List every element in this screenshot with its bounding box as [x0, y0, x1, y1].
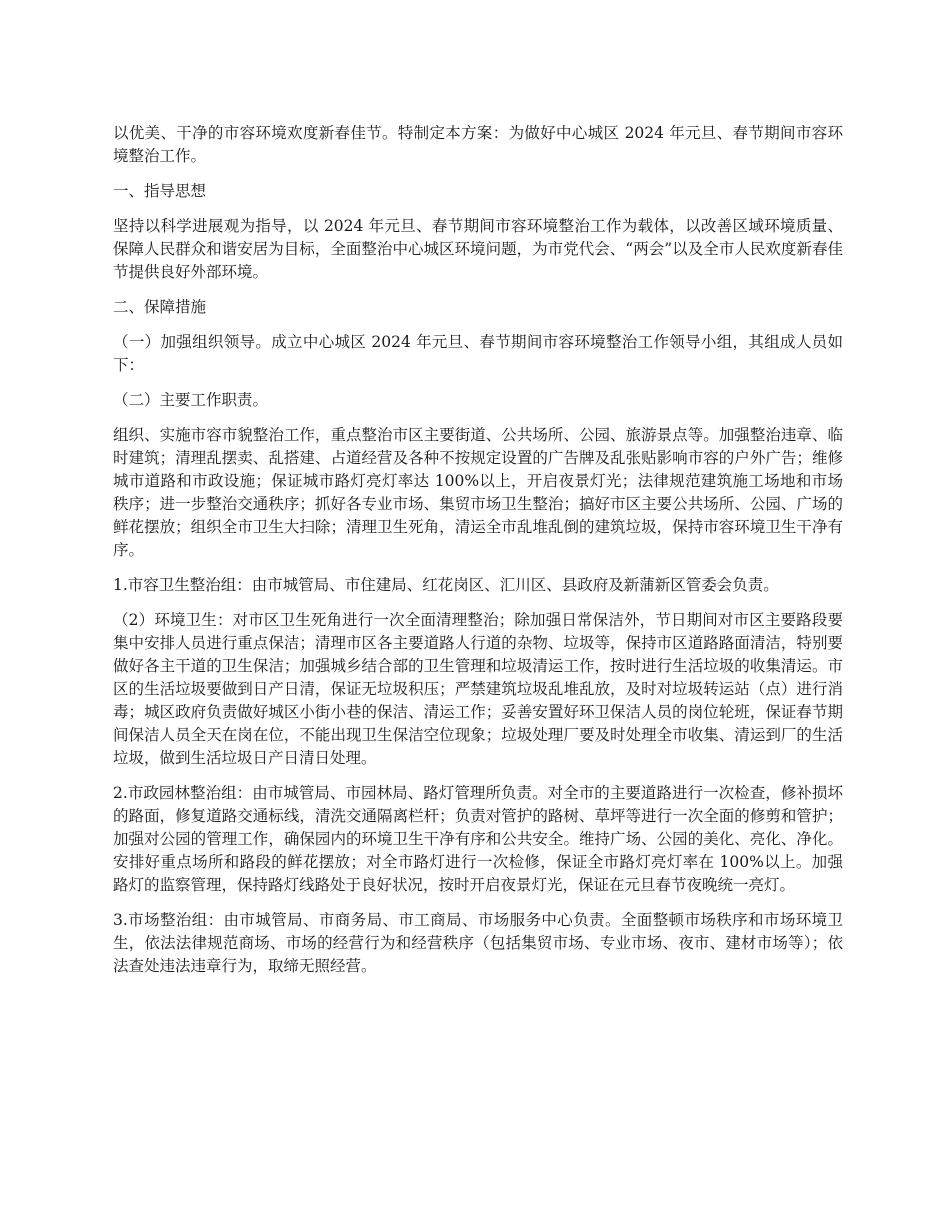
- document-page: [113, 122, 843, 990]
- subheading-main-duties: （二）主要工作职责。: [113, 391, 269, 409]
- guiding-ideology-paragraph: 坚持以科学进展观为指导，以 2024 年元旦、春节期间市容环境整治工作为载体，以改善区域环境质量、保障人民群众和谐安居为目标，全面整治中心城区环境问题，为市党代会、“两会”以及全市人民欢度新春佳节提供良好外部环境。: [113, 217, 843, 281]
- section-heading-safeguards: 二、保障措施: [113, 298, 207, 316]
- municipal-gardens-group-paragraph: 2.市政园林整治组：由市城管局、市园林局、路灯管理所负责。对全市的主要道路进行一次检查，修补损坏的路面，修复道路交通标线，清洗交通隔离栏杆；负责对管护的路树、草坪等进行一次全面的修剪和管护；加强对公园的管理工作，确保园内的环境卫生干净有序和公共安全。维持广场、公园的美化、亮化、净化。安排好重点场所和路段的鲜花摆放；对全市路灯进行一次检修，保证全市路灯亮灯率在 100%以上。加强路灯的监察管理，保持路灯线路处于良好状况，按时开启夜景灯光，保证在元旦春节夜晚统一亮灯。: [113, 784, 843, 894]
- section-heading-guiding-ideology: 一、指导思想: [113, 182, 207, 200]
- sanitation-group-paragraph: 1.市容卫生整治组：由市城管局、市住建局、红花岗区、汇川区、县政府及新蒲新区管委会负责。: [113, 576, 779, 594]
- environmental-hygiene-paragraph: （2）环境卫生：对市区卫生死角进行一次全面清理整治；除加强日常保洁外，节日期间对市区主要路段要集中安排人员进行重点保洁；清理市区各主要道路人行道的杂物、垃圾等，保持市区道路路面清洁，特别要做好各主干道的卫生保洁；加强城乡结合部的卫生管理和垃圾清运工作，按时进行生活垃圾的收集清运。市区的生活垃圾要做到日产日清，保证无垃圾积压；严禁建筑垃圾乱堆乱放，及时对垃圾转运站（点）进行消毒；城区政府负责做好城区小街小巷的保洁、清运工作；妥善安置好环卫保洁人员的岗位轮班，保证春节期间保洁人员全天在岗在位，不能出现卫生保洁空位现象；垃圾处理厂要及时处理全市收集、清运到厂的生活垃圾，做到生活垃圾日产日清日处理。: [113, 611, 843, 767]
- organization-leadership-paragraph: （一）加强组织领导。成立中心城区 2024 年元旦、春节期间市容环境整治工作领导小组，其组成人员如下：: [113, 333, 843, 374]
- intro-paragraph: 以优美、干净的市容环境欢度新春佳节。特制定本方案：为做好中心城区 2024 年元旦、春节期间市容环境整治工作。: [113, 124, 843, 165]
- main-duties-paragraph: 组织、实施市容市貌整治工作，重点整治市区主要街道、公共场所、公园、旅游景点等。加强整治违章、临时建筑；清理乱摆卖、乱搭建、占道经营及各种不按规定设置的广告牌及乱张贴影响市容的户外广告；维修城市道路和市政设施；保证城市路灯亮灯率达 100%以上，开启夜景灯光；法律规范建筑施工场地和市场秩序；进一步整治交通秩序；抓好各专业市场、集贸市场卫生整治；搞好市区主要公共场所、公园、广场的鲜花摆放；组织全市卫生大扫除；清理卫生死角，清运全市乱堆乱倒的建筑垃圾，保持市容环境卫生干净有序。: [113, 426, 843, 559]
- market-group-paragraph: 3.市场整治组：由市城管局、市商务局、市工商局、市场服务中心负责。全面整顿市场秩序和市场环境卫生，依法法律规范商场、市场的经营行为和经营秩序（包括集贸市场、专业市场、夜市、建材市场等）；依法查处违法违章行为，取缔无照经营。: [113, 911, 843, 975]
